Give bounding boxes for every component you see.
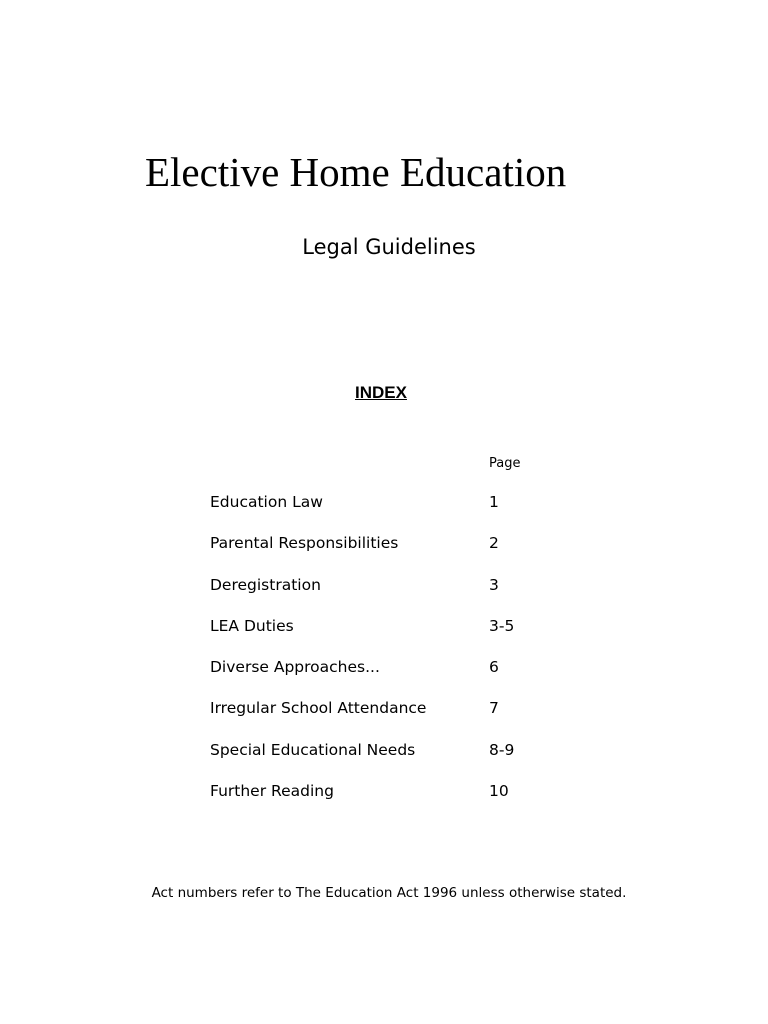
toc-row-lea-duties (210, 615, 570, 656)
footnote: Act numbers refer to The Education Act 1996 unless otherwise stated. (151, 885, 627, 901)
toc-label: Further Reading (210, 782, 334, 801)
toc-page-number: 3-5 (489, 616, 515, 635)
toc-page-number: 3 (489, 575, 499, 594)
toc-page-number: 10 (489, 782, 509, 801)
toc-page-number: 1 (489, 493, 499, 511)
document-title: Elective Home Education (145, 149, 567, 195)
toc-row-diverse-approaches (210, 656, 570, 697)
toc-label: LEA Duties (210, 616, 294, 635)
document-subtitle: Legal Guidelines (302, 235, 476, 259)
toc-row-special-educational-needs (210, 739, 570, 780)
toc-label: Deregistration (210, 575, 321, 594)
table-of-contents (210, 491, 570, 821)
toc-label: Diverse Approaches... (210, 658, 380, 677)
toc-row-further-reading (210, 780, 570, 821)
toc-page-number: 6 (489, 658, 499, 677)
toc-page-number: 8-9 (489, 740, 515, 759)
toc-row-irregular-school-attendance (210, 697, 570, 738)
toc-page-number: 2 (489, 534, 499, 553)
toc-label: Education Law (210, 493, 323, 511)
page-column-header: Page (489, 456, 521, 471)
toc-label: Special Educational Needs (210, 740, 416, 759)
toc-label: Irregular School Attendance (210, 699, 427, 718)
toc-page-number: 7 (489, 699, 499, 718)
toc-row-parental-responsibilities (210, 532, 570, 573)
toc-row-deregistration (210, 574, 570, 615)
index-heading: INDEX (355, 383, 407, 402)
toc-row-education-law (210, 491, 570, 532)
toc-label: Parental Responsibilities (210, 534, 399, 553)
